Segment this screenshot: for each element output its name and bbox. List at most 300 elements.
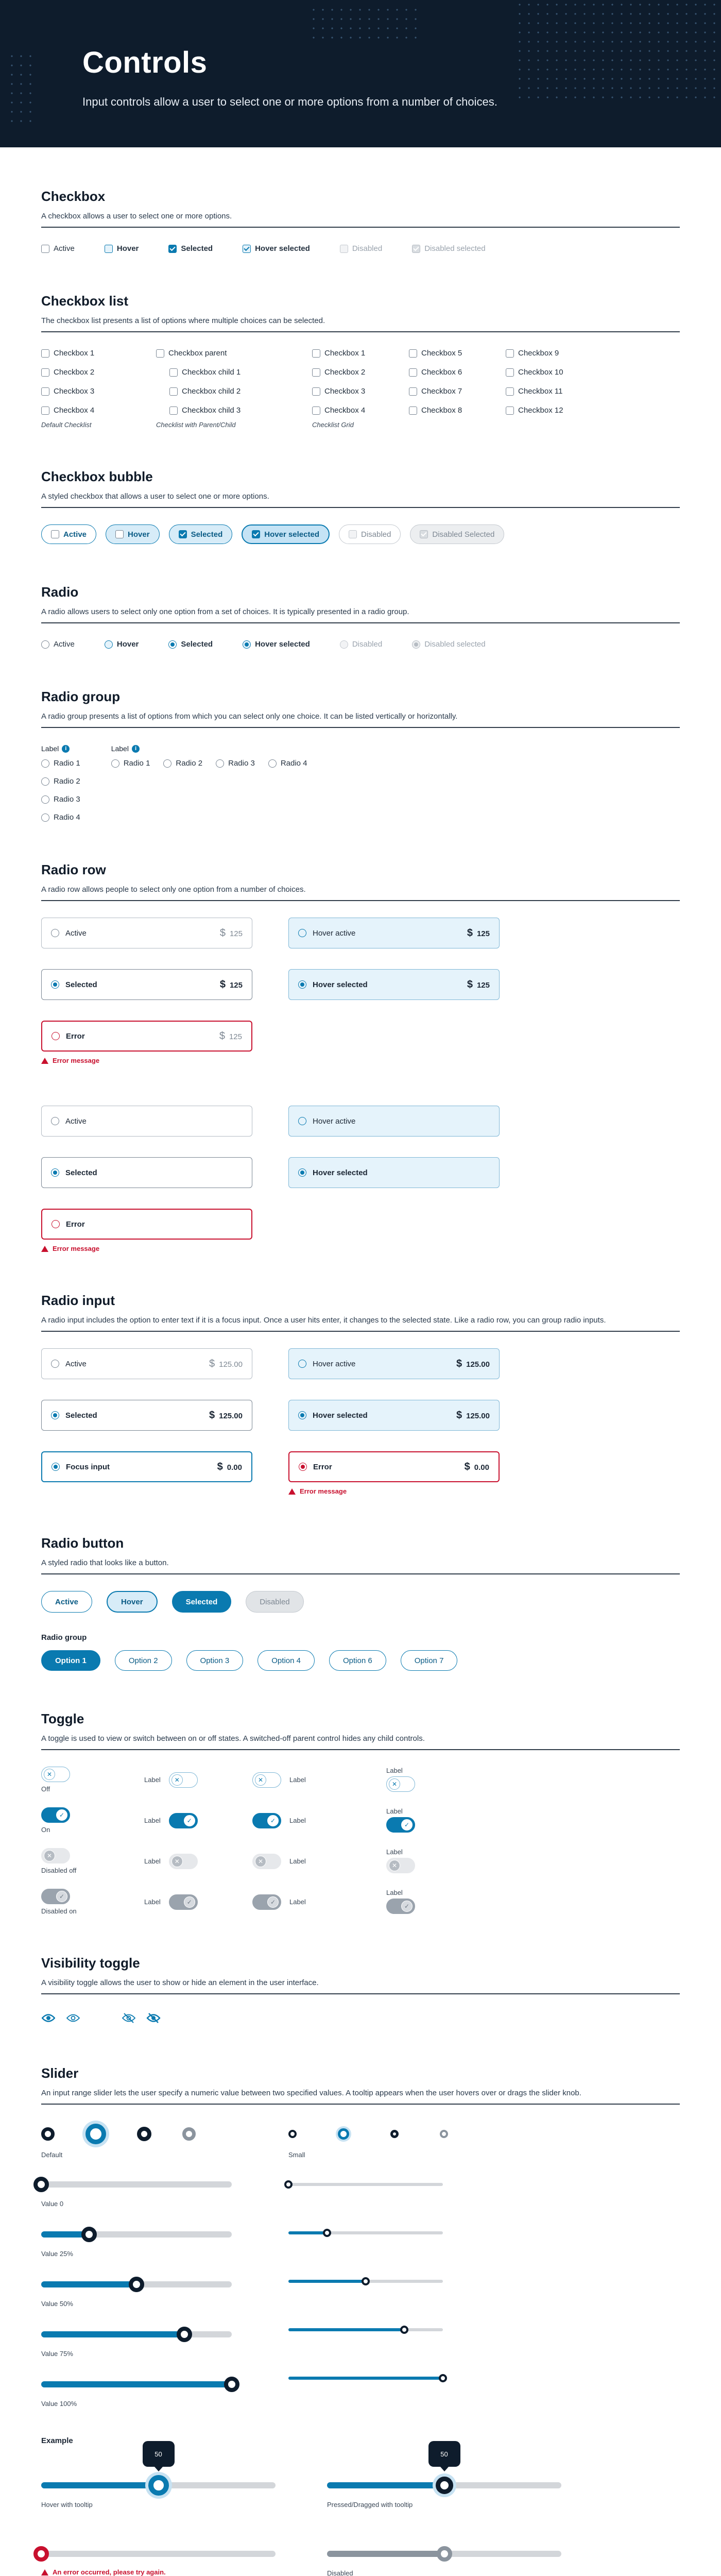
- section-title: Radio button: [41, 1535, 124, 1551]
- slider-caption: Small: [288, 2151, 305, 2159]
- toggle-disabled-on: [41, 1889, 70, 1904]
- section-title: Radio group: [41, 689, 121, 704]
- slider-knob-hover[interactable]: [85, 2124, 106, 2144]
- radio-active[interactable]: [41, 640, 75, 649]
- checkbox-label: Selected: [181, 244, 213, 253]
- toggle-label: Label: [386, 1889, 403, 1896]
- checkbox-box: [340, 245, 348, 253]
- toggle-caption: On: [41, 1826, 50, 1834]
- checkbox-label: Checkbox 6: [421, 368, 462, 377]
- section-desc: A radio group presents a list of options from which you can select only one choice. It can be listed vertically or horizontally.: [41, 712, 458, 721]
- hero-dots-top: [309, 5, 422, 41]
- toggle-label: Label: [289, 1898, 306, 1906]
- radio-label: Selected: [181, 640, 213, 649]
- checklist-item[interactable]: [506, 349, 573, 358]
- radio-selected[interactable]: [168, 640, 213, 649]
- radio-option[interactable]: [268, 759, 307, 768]
- checklist-item[interactable]: [312, 368, 379, 377]
- checkbox-label: Hover selected: [255, 244, 310, 253]
- radio-button-active[interactable]: Active: [41, 1591, 92, 1613]
- radio-input-focus[interactable]: [41, 1451, 252, 1482]
- toggle-on[interactable]: [41, 1807, 70, 1823]
- checkbox-box: [179, 530, 187, 538]
- amount-value: 125.00: [219, 1360, 243, 1369]
- radio-option[interactable]: [41, 813, 80, 822]
- radio-label: Disabled selected: [424, 640, 486, 649]
- radio-row-label: Error: [66, 1031, 85, 1041]
- checkbox-label: Checkbox child 1: [182, 368, 241, 377]
- amount-value: 125.00: [466, 1360, 490, 1369]
- checklist-child[interactable]: [169, 368, 282, 377]
- checklist-item[interactable]: [409, 406, 476, 415]
- radio-button-option[interactable]: Option 6: [329, 1650, 386, 1671]
- slider-knob[interactable]: [148, 2475, 169, 2496]
- toggle-label: Label: [144, 1776, 161, 1784]
- radio-circle: [51, 1360, 59, 1368]
- radio-input-label: Selected: [65, 1411, 97, 1420]
- radio-label: Hover: [116, 640, 139, 649]
- warning-icon: [41, 1058, 48, 1064]
- toggle-section: [41, 1711, 680, 1915]
- radio-button-option[interactable]: Option 1: [41, 1650, 100, 1671]
- hero-dots-left: [7, 52, 38, 129]
- checkbox-box[interactable]: [506, 387, 514, 396]
- radio-circle[interactable]: [105, 640, 113, 649]
- amount-value: 125: [476, 980, 490, 990]
- radio-row-error[interactable]: [41, 1021, 252, 1052]
- divider: [41, 331, 680, 332]
- radio-disabled-selected: [412, 640, 485, 649]
- x-icon: ✕: [389, 1778, 400, 1790]
- checkbox-box[interactable]: [506, 349, 514, 358]
- radio-circle[interactable]: [111, 759, 119, 768]
- radio-option[interactable]: [41, 759, 80, 768]
- radio-label: Active: [54, 640, 75, 649]
- radio-circle: [298, 1168, 306, 1177]
- slider-knob[interactable]: [439, 2374, 447, 2382]
- checkbox-label: Checkbox 11: [518, 387, 563, 396]
- radio-row-hover-selected[interactable]: [288, 969, 500, 1000]
- slider-fill: [288, 2280, 366, 2283]
- slider-fill: [41, 2381, 232, 2387]
- checkbox-box[interactable]: [312, 387, 320, 396]
- checkbox-bubble-section: [41, 469, 680, 544]
- slider-hover-tooltip[interactable]: [41, 2450, 276, 2497]
- slider-caption: Value 0: [41, 2200, 64, 2208]
- radio-circle: [51, 929, 59, 937]
- checkbox-box[interactable]: [168, 245, 177, 253]
- checklist-item[interactable]: [41, 368, 126, 377]
- error-message: Error message: [53, 1245, 100, 1252]
- checkbox-box[interactable]: [506, 406, 514, 415]
- check-icon: ✓: [401, 1901, 413, 1912]
- warning-icon: [41, 2569, 48, 2575]
- slider-value-50[interactable]: [41, 2273, 232, 2296]
- currency-symbol: $: [217, 1461, 223, 1472]
- x-icon: ✕: [44, 1769, 55, 1780]
- checkbox-bubble-hover-selected[interactable]: [242, 524, 330, 544]
- section-desc: The checkbox list presents a list of options where multiple choices can be selected.: [41, 316, 325, 325]
- toggle-off[interactable]: [252, 1772, 281, 1788]
- bubble-label: Hover: [128, 530, 150, 539]
- amount-value: 125: [229, 1032, 242, 1041]
- radio-button-disabled: Disabled: [246, 1591, 303, 1613]
- radio-input-selected[interactable]: [41, 1400, 252, 1431]
- x-icon: ✕: [255, 1774, 266, 1786]
- checkbox-box[interactable]: [156, 349, 164, 358]
- radio-circle: [52, 1220, 60, 1228]
- checklist-item[interactable]: [409, 368, 476, 377]
- toggle-on[interactable]: [169, 1813, 198, 1828]
- toggle-on[interactable]: [386, 1817, 415, 1833]
- checklist-item[interactable]: [41, 349, 126, 358]
- slider-knob-disabled: [440, 2130, 448, 2138]
- divider: [41, 1749, 680, 1750]
- toggle-off[interactable]: [41, 1767, 70, 1782]
- checklist-item[interactable]: [312, 349, 379, 358]
- checkbox-box[interactable]: [409, 368, 417, 377]
- checkbox-bubble-active[interactable]: [41, 524, 96, 544]
- radio-circle[interactable]: [41, 777, 49, 786]
- slider-value-100[interactable]: [41, 2373, 232, 2396]
- radio-label: Disabled: [352, 640, 383, 649]
- slider-knob[interactable]: [33, 2546, 49, 2562]
- radio-circle: [51, 1117, 59, 1125]
- radio-circle: [412, 640, 420, 649]
- checkbox-label: Checkbox 4: [324, 406, 366, 415]
- toggle-disabled-off: [169, 1854, 198, 1869]
- currency-symbol: $: [456, 1409, 462, 1421]
- checkbox-bubble-hover[interactable]: [106, 524, 160, 544]
- radio-option[interactable]: [163, 759, 202, 768]
- checklist-item[interactable]: [41, 406, 126, 415]
- slider-pressed-tooltip[interactable]: [327, 2450, 561, 2497]
- slider-caption: Value 75%: [41, 2350, 73, 2358]
- checkbox-box[interactable]: [409, 349, 417, 358]
- checkbox-box[interactable]: [409, 406, 417, 415]
- bubble-label: Active: [63, 530, 87, 539]
- horizontal-radio-group: [111, 744, 307, 822]
- radio-label: Radio 4: [54, 813, 80, 822]
- slider-tooltip: 50: [428, 2441, 460, 2467]
- x-icon: ✕: [255, 1856, 266, 1867]
- radio-option[interactable]: [41, 777, 80, 786]
- slider-knob[interactable]: [81, 2227, 97, 2242]
- radio-option[interactable]: [111, 759, 150, 768]
- checklist-parent[interactable]: [156, 349, 282, 358]
- checkbox-box[interactable]: [41, 368, 49, 377]
- slider-knob-active[interactable]: [137, 2127, 151, 2141]
- slider-fill: [41, 2482, 159, 2488]
- radio-circle[interactable]: [216, 759, 224, 768]
- checklist-caption: Checklist with Parent/Child: [156, 421, 236, 429]
- eye-icon[interactable]: [66, 2011, 80, 2025]
- checkbox-box[interactable]: [41, 349, 49, 358]
- checklist-child[interactable]: [169, 387, 282, 396]
- checkbox-disabled-selected: [412, 244, 485, 253]
- radio-circle[interactable]: [163, 759, 171, 768]
- divider: [41, 507, 680, 508]
- checkbox-hover[interactable]: [105, 244, 139, 253]
- slider-value-50[interactable]: [288, 2270, 443, 2293]
- checkbox-box: [252, 530, 260, 538]
- radio-row-selected[interactable]: [41, 1157, 252, 1188]
- slider-knob[interactable]: [224, 2377, 239, 2392]
- section-desc: A toggle is used to view or switch between on or off states. A switched-off parent control hides any child controls.: [41, 1734, 425, 1743]
- radio-label: Radio 3: [54, 795, 80, 804]
- radio-row-active[interactable]: [41, 918, 252, 948]
- checkbox-label: Checkbox 9: [518, 349, 559, 358]
- checkbox-label: Checkbox 8: [421, 406, 462, 415]
- slider-knob[interactable]: [400, 2326, 408, 2334]
- slider-knob[interactable]: [177, 2327, 192, 2342]
- checkbox-label: Checkbox 12: [518, 406, 563, 415]
- eye-icon[interactable]: [41, 2011, 56, 2025]
- checklist-item[interactable]: [41, 387, 126, 396]
- radio-button-option[interactable]: Option 3: [186, 1650, 244, 1671]
- slider-value-100[interactable]: [288, 2367, 443, 2389]
- slider-value-0[interactable]: [288, 2173, 443, 2196]
- checkbox-box[interactable]: [506, 368, 514, 377]
- checkbox-label: Checkbox child 3: [182, 406, 241, 415]
- radio-row-hover-selected[interactable]: [288, 1157, 500, 1188]
- radio-circle[interactable]: [41, 795, 49, 804]
- section-title: Radio input: [41, 1293, 115, 1308]
- checkbox-label: Checkbox 1: [324, 349, 366, 358]
- radio-circle[interactable]: [41, 640, 49, 649]
- slider-knob[interactable]: [129, 2277, 144, 2292]
- checkbox-box[interactable]: [243, 245, 251, 253]
- checklist-item[interactable]: [506, 406, 573, 415]
- checkbox-box[interactable]: [409, 387, 417, 396]
- radio-circle[interactable]: [243, 640, 251, 649]
- toggle-label: Label: [289, 1857, 306, 1865]
- section-desc: An input range slider lets the user specify a numeric value between two specified values. A tooltip appears when the user hovers over or drags the slider knob.: [41, 2089, 581, 2097]
- checkbox-disabled: [340, 244, 382, 253]
- page-subtitle: Input controls allow a user to select one or more options from a number of choices.: [82, 95, 497, 108]
- error-message: Error message: [53, 1057, 100, 1064]
- radio-input-error[interactable]: [288, 1451, 500, 1482]
- radio-circle[interactable]: [41, 759, 49, 768]
- radio-button-option[interactable]: Option 2: [115, 1650, 172, 1671]
- checkbox-label: Checkbox 5: [421, 349, 462, 358]
- radio-circle[interactable]: [268, 759, 277, 768]
- radio-option[interactable]: [41, 795, 80, 804]
- radio-circle[interactable]: [41, 814, 49, 822]
- check-icon: ✓: [56, 1809, 67, 1821]
- currency-symbol: $: [219, 1030, 225, 1042]
- checkbox-label: Checkbox 3: [54, 387, 95, 396]
- parent-child-checklist: [156, 349, 282, 429]
- checkbox-label: Checkbox 3: [324, 387, 366, 396]
- checkbox-bubble-disabled: [339, 524, 401, 544]
- checkbox-box[interactable]: [41, 245, 49, 253]
- slider-knob-hover[interactable]: [338, 2128, 349, 2140]
- slider-knob-default[interactable]: [41, 2127, 55, 2141]
- currency-symbol: $: [219, 978, 226, 990]
- toggle-caption: Disabled off: [41, 1867, 77, 1874]
- checkbox-hover-selected[interactable]: [243, 244, 310, 253]
- radio-button-option[interactable]: Option 4: [258, 1650, 315, 1671]
- radio-circle: [340, 640, 348, 649]
- slider-value-25[interactable]: [288, 2222, 443, 2244]
- radio-row-hover-active[interactable]: [288, 1106, 500, 1137]
- slider-knob[interactable]: [284, 2180, 293, 2189]
- slider-caption: Disabled: [327, 2569, 353, 2576]
- checkbox-box: [115, 530, 124, 538]
- slider-value-25[interactable]: [41, 2223, 232, 2246]
- checklist-child[interactable]: [169, 406, 282, 415]
- slider-fill: [327, 2551, 444, 2557]
- radio-row-hover-active[interactable]: [288, 918, 500, 948]
- toggle-label: Label: [289, 1817, 306, 1824]
- toggle-disabled-on: [386, 1899, 415, 1914]
- toggle-disabled-on: [169, 1894, 198, 1910]
- checklist-item[interactable]: [409, 349, 476, 358]
- slider-knob-default[interactable]: [288, 2130, 297, 2138]
- checkbox-list-section: [41, 293, 680, 429]
- slider-error[interactable]: [41, 2543, 276, 2565]
- group-label: Label: [41, 744, 59, 753]
- slider-value-75[interactable]: [288, 2318, 443, 2341]
- checklist-item[interactable]: [409, 387, 476, 396]
- radio-input-hover-active[interactable]: [288, 1348, 500, 1379]
- radio-label: Radio 1: [123, 759, 150, 768]
- toggle-label: Label: [144, 1898, 161, 1906]
- slider-fill: [288, 2231, 327, 2234]
- toggle-caption: Off: [41, 1785, 50, 1793]
- checkbox-box[interactable]: [312, 406, 320, 415]
- checkbox-label: Checkbox 2: [54, 368, 95, 377]
- radio-row-label: Error: [66, 1219, 85, 1229]
- radio-label: Radio 2: [176, 759, 203, 768]
- info-icon[interactable]: i: [132, 745, 140, 753]
- radio-circle: [52, 1032, 60, 1040]
- radio-input-label: Hover selected: [313, 1411, 368, 1420]
- radio-row-active[interactable]: [41, 1106, 252, 1137]
- radio-button-option[interactable]: Option 7: [401, 1650, 458, 1671]
- currency-symbol: $: [464, 1461, 470, 1472]
- toggle-label: Label: [144, 1857, 161, 1865]
- checkbox-box[interactable]: [41, 406, 49, 415]
- section-desc: A radio row allows people to select only one option from a number of choices.: [41, 885, 306, 894]
- radio-circle: [299, 1463, 307, 1471]
- radio-circle: [298, 1360, 306, 1368]
- slider-caption: Value 25%: [41, 2250, 73, 2258]
- checkbox-box[interactable]: [312, 349, 320, 358]
- currency-symbol: $: [209, 1409, 215, 1421]
- checkbox-box[interactable]: [169, 387, 178, 396]
- toggle-label: Label: [386, 1807, 403, 1815]
- check-icon: ✓: [267, 1815, 279, 1826]
- checkbox-box[interactable]: [169, 406, 178, 415]
- currency-symbol: $: [467, 927, 473, 939]
- radio-button-selected[interactable]: Selected: [172, 1591, 232, 1613]
- checklist-item[interactable]: [506, 387, 573, 396]
- radio-input-active[interactable]: [41, 1348, 252, 1379]
- slider-section: [41, 2065, 680, 2576]
- x-icon: ✕: [171, 1774, 183, 1786]
- radio-hover[interactable]: [105, 640, 139, 649]
- checklist-item[interactable]: [312, 406, 379, 415]
- checkbox-selected[interactable]: [168, 244, 213, 253]
- radio-button-hover[interactable]: Hover: [107, 1591, 158, 1613]
- slider-knob[interactable]: [323, 2229, 331, 2237]
- example-title: Example: [41, 2436, 73, 2445]
- checkbox-label: Checkbox 1: [54, 349, 95, 358]
- checkbox-label: Hover: [116, 244, 139, 253]
- amount-input[interactable]: 0.00: [227, 1463, 242, 1472]
- slider-knob-active[interactable]: [390, 2130, 399, 2138]
- toggle-disabled-off: [252, 1854, 281, 1869]
- checkbox-active[interactable]: [41, 244, 75, 253]
- radio-option[interactable]: [216, 759, 255, 768]
- checkbox-box[interactable]: [312, 368, 320, 377]
- slider-knob[interactable]: [436, 2477, 453, 2494]
- toggle-off[interactable]: [169, 1772, 198, 1788]
- error-message: An error occurred, please try again.: [53, 2568, 166, 2576]
- checkbox-box[interactable]: [105, 245, 113, 253]
- section-desc: A checkbox allows a user to select one or more options.: [41, 212, 232, 221]
- page-title: Controls: [82, 46, 208, 79]
- info-icon[interactable]: i: [62, 745, 70, 753]
- radio-circle: [51, 1411, 59, 1419]
- checklist-caption: Checklist Grid: [312, 421, 354, 429]
- radio-row-label: Selected: [65, 1168, 97, 1177]
- checkbox-box: [412, 245, 420, 253]
- checklist-item[interactable]: [312, 387, 379, 396]
- checkbox-box[interactable]: [41, 387, 49, 396]
- radio-row-error[interactable]: [41, 1209, 252, 1240]
- eye-off-icon[interactable]: [122, 2011, 136, 2025]
- radio-row-selected[interactable]: [41, 969, 252, 1000]
- slider-value-0[interactable]: [41, 2173, 232, 2196]
- default-checklist: [41, 349, 126, 429]
- checkbox-section: [41, 189, 680, 253]
- toggle-off[interactable]: [386, 1776, 415, 1792]
- radio-row-label: Hover active: [313, 928, 356, 938]
- slider-knob[interactable]: [362, 2277, 370, 2285]
- radio-disabled: [340, 640, 382, 649]
- radio-circle[interactable]: [168, 640, 177, 649]
- radio-input-hover-selected[interactable]: [288, 1400, 500, 1431]
- checkbox-box[interactable]: [169, 368, 178, 377]
- divider: [41, 900, 680, 901]
- slider-caption: Value 50%: [41, 2300, 73, 2308]
- toggle-disabled-off: [386, 1858, 415, 1873]
- check-icon: ✓: [56, 1891, 67, 1902]
- checkbox-label: Disabled: [352, 244, 383, 253]
- warning-icon: [41, 1246, 48, 1252]
- toggle-label: Label: [386, 1767, 403, 1774]
- checkbox-label: Checkbox child 2: [182, 387, 241, 396]
- toggle-disabled-off: [41, 1848, 70, 1863]
- checkbox-bubble-disabled-selected: [410, 524, 504, 544]
- divider: [41, 727, 680, 728]
- checkbox-bubble-selected[interactable]: [169, 524, 233, 544]
- section-title: Toggle: [41, 1711, 84, 1726]
- checklist-caption: Default Checklist: [41, 421, 92, 429]
- checkbox-label: Checkbox parent: [168, 349, 227, 358]
- slider-value-75[interactable]: [41, 2323, 232, 2346]
- x-icon: ✕: [44, 1850, 55, 1861]
- checklist-grid: [312, 349, 573, 429]
- checklist-item[interactable]: [506, 368, 573, 377]
- toggle-on[interactable]: [252, 1813, 281, 1828]
- radio-hover-selected[interactable]: [243, 640, 310, 649]
- eye-off-icon[interactable]: [146, 2011, 161, 2025]
- slider-knob[interactable]: [33, 2177, 49, 2192]
